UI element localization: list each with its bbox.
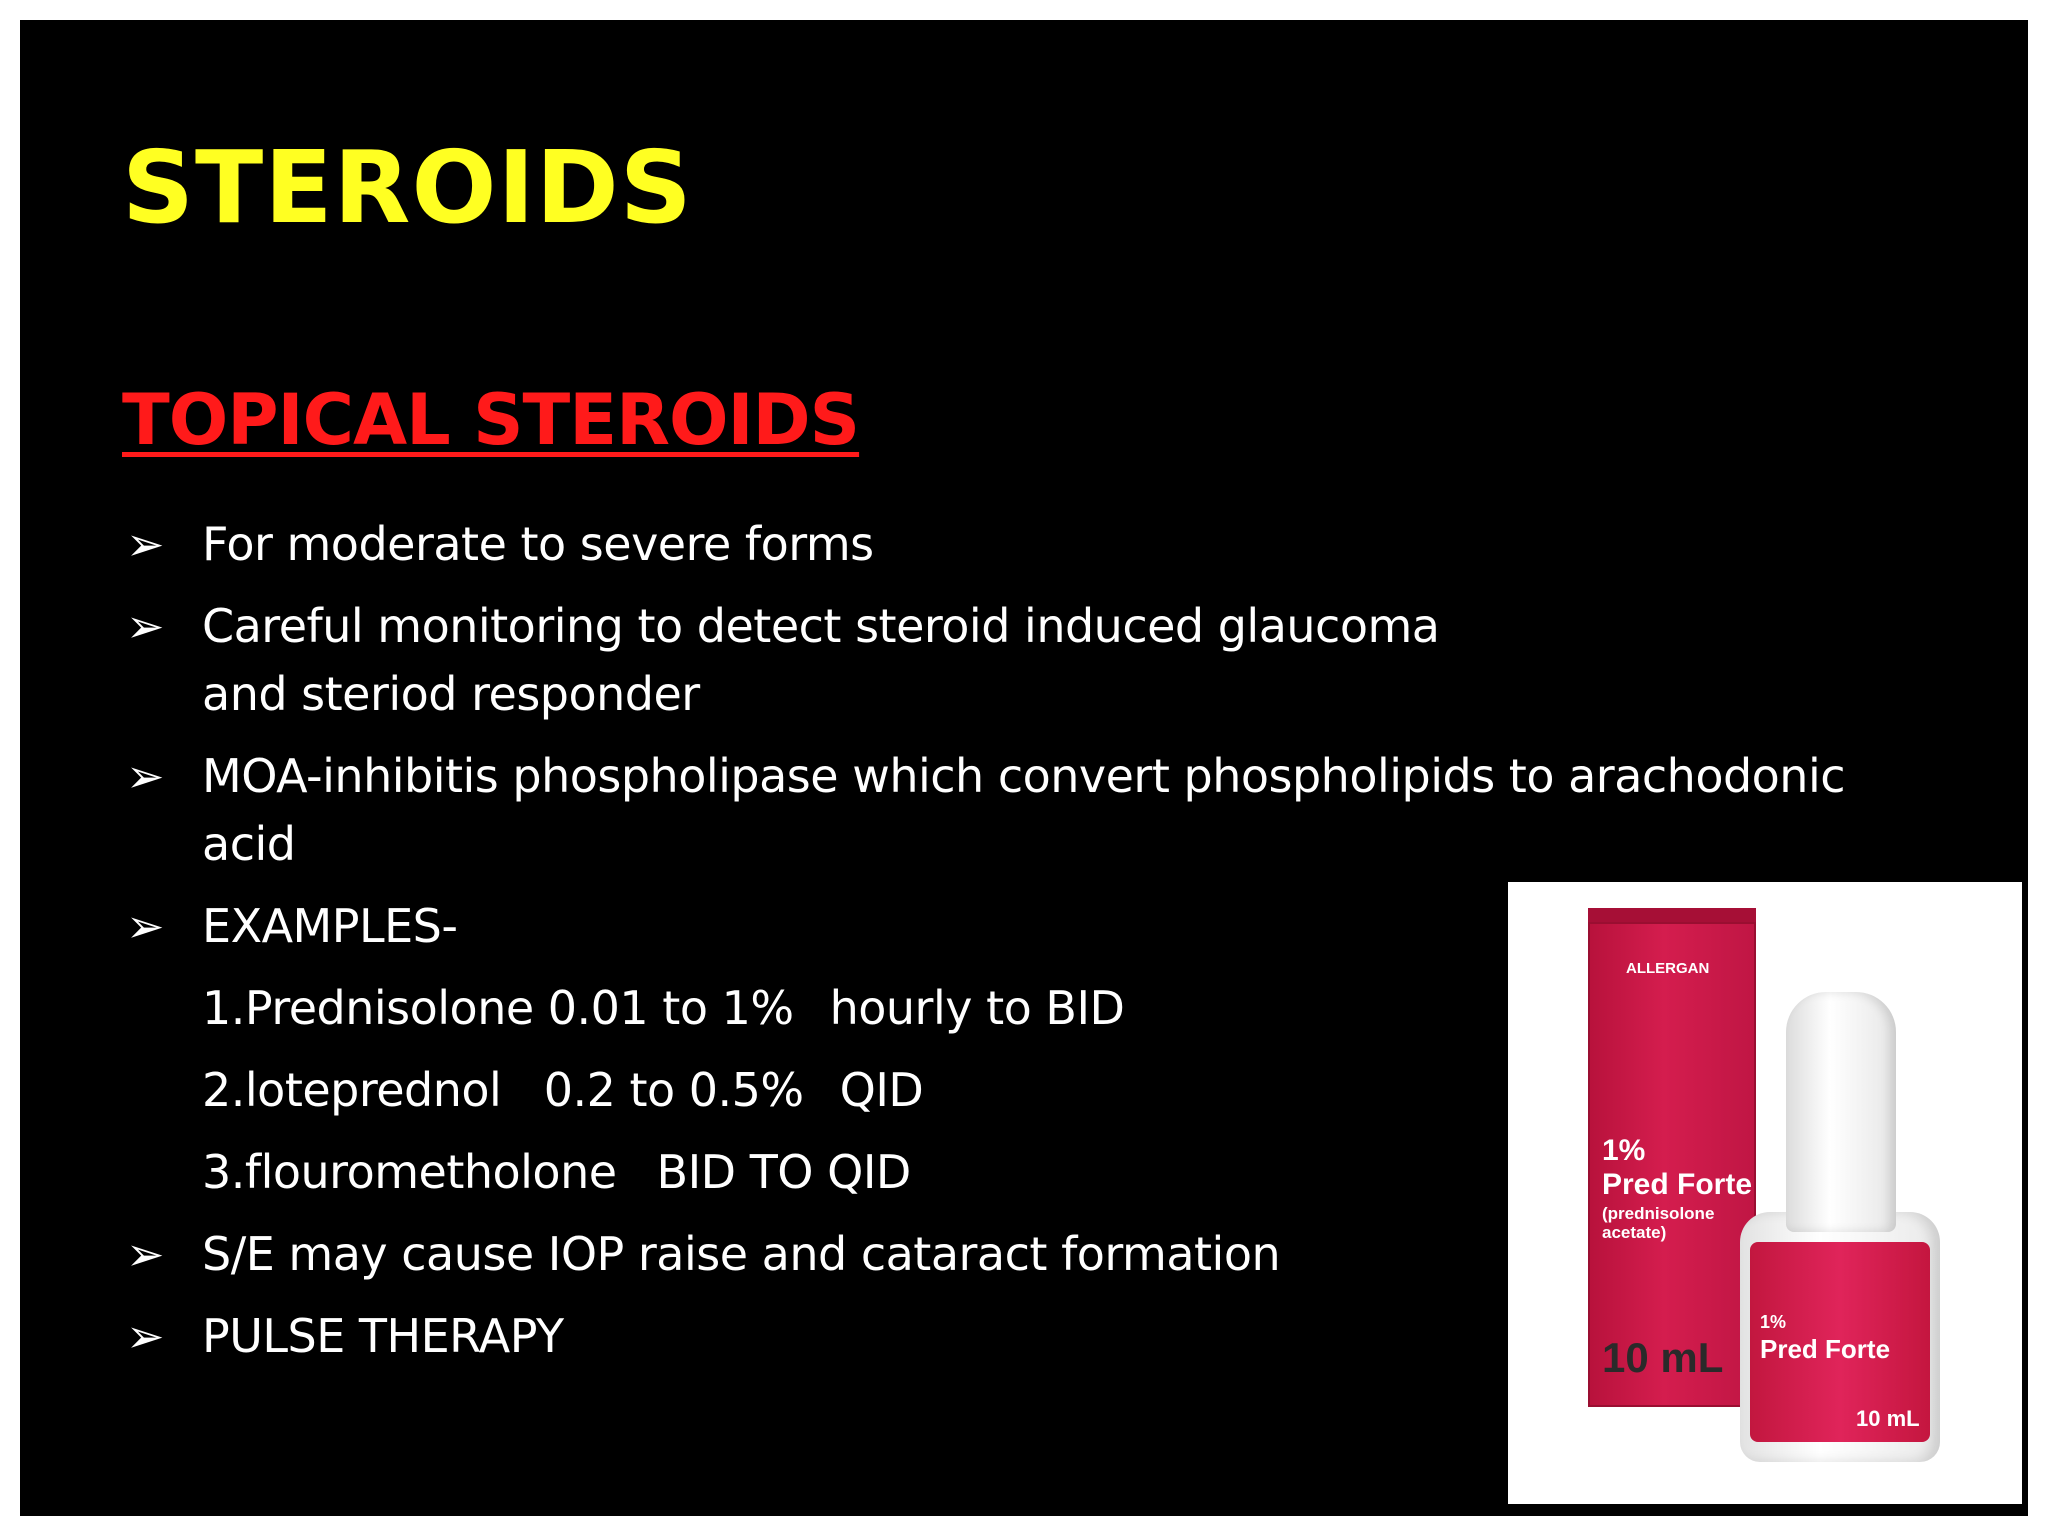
arrow-bullet-icon: ➢ [126,899,165,953]
arrow-bullet-icon: ➢ [126,1227,165,1281]
bottle-name-label: Pred Forte [1760,1334,1891,1364]
example-dose: QID [839,1063,924,1117]
example-name: 1.Prednisolone 0.01 to 1% [202,981,794,1035]
arrow-bullet-icon: ➢ [126,599,165,653]
product-name-label: Pred Forte [1602,1168,1753,1201]
slide [20,20,2028,1516]
list-item [122,742,2002,878]
brand-label: ALLERGAN [1626,960,1710,977]
slide-title: STEROIDS [122,129,693,246]
arrow-bullet-icon: ➢ [126,517,165,571]
example-name: 2.loteprednol 0.2 to 0.5% [202,1063,804,1117]
box-volume-label: 10 mL [1602,1334,1724,1381]
strength-label: 1% [1602,1134,1646,1167]
product-photo [1508,882,2022,1504]
arrow-bullet-icon: ➢ [126,1309,165,1363]
example-name: 3.flourometholone [202,1145,617,1199]
bullet-text: MOA-inhibitis phospholipase which convert phospholipids to arachodonic acid [202,749,1846,871]
example-dose: BID TO QID [656,1145,911,1199]
bullet-text: Careful monitoring to detect steroid induced glaucoma and steriod responder [202,599,1440,721]
generic-name-label: (prednisolone acetate) [1602,1204,1715,1242]
bottle-strength-label: 1% [1760,1312,1787,1332]
list-item [122,592,2002,728]
arrow-bullet-icon: ➢ [126,749,165,803]
slide-subtitle: TOPICAL STEROIDS [122,379,860,461]
bottle-volume-label: 10 mL [1856,1406,1920,1431]
bullet-text: For moderate to severe forms [202,517,874,571]
bottle-cap [1786,992,1896,1232]
bullet-text: S/E may cause IOP raise and cataract formation [202,1227,1281,1281]
example-dose: hourly to BID [829,981,1125,1035]
bullet-text: PULSE THERAPY [202,1309,564,1363]
list-item [122,510,2002,578]
bullet-text: EXAMPLES- [202,899,458,953]
